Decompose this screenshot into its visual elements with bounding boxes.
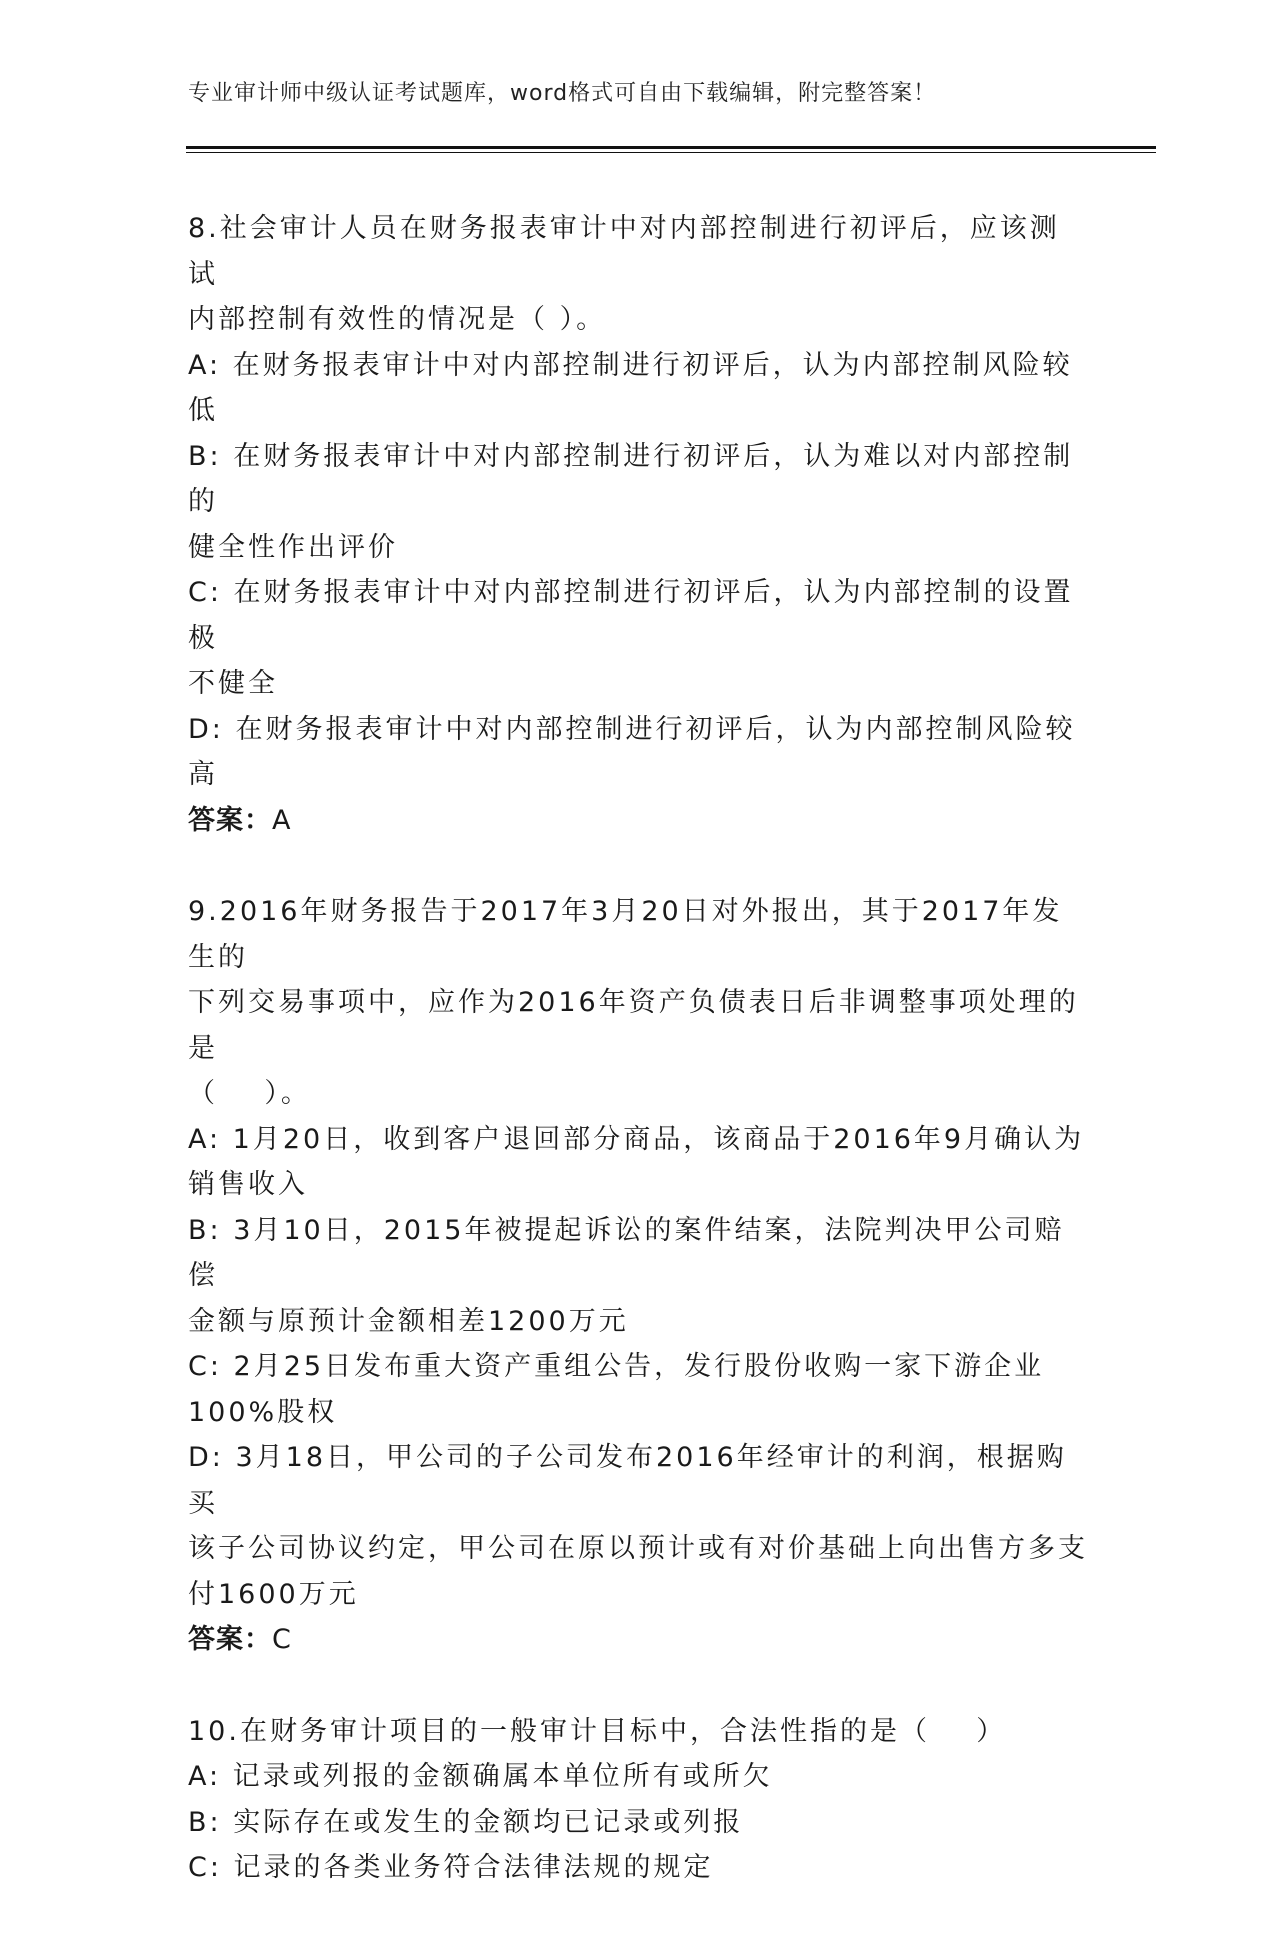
question-text-line: 10.在财务审计项目的一般审计目标中，合法性指的是（ ） xyxy=(188,1715,1007,1747)
header-rule-thick xyxy=(186,146,1156,149)
header-rule-thin xyxy=(186,152,1156,153)
option-a-continued: 销售收入 xyxy=(188,1169,308,1200)
answer-value: C xyxy=(272,1624,292,1655)
option-a: A: 1月20日，收到客户退回部分商品，该商品于2016年9月确认为 xyxy=(188,1123,1085,1155)
option-c: C: 记录的各类业务符合法律法规的规定 xyxy=(188,1852,714,1883)
option-c-continued: 不健全 xyxy=(188,668,278,699)
option-a: A: 记录或列报的金额确属本单位所有或所欠 xyxy=(188,1761,773,1792)
answer-value: A xyxy=(272,804,292,836)
option-d: D: 3月18日，甲公司的子公司发布2016年经审计的利润，根据购买 xyxy=(188,1442,1067,1519)
option-d: D: 在财务报表审计中对内部控制进行初评后，认为内部控制风险较高 xyxy=(188,713,1076,790)
option-d-continued: 该子公司协议约定，甲公司在原以预计或有对价基础上向出售方多支 xyxy=(188,1533,1088,1564)
option-b: B: 在财务报表审计中对内部控制进行初评后，认为难以对内部控制的 xyxy=(188,440,1074,517)
option-b: B: 3月10日，2015年被提起诉讼的案件结案，法院判决甲公司赔偿 xyxy=(188,1214,1065,1291)
option-b-continued: 健全性作出评价 xyxy=(188,531,398,563)
option-c: C: 在财务报表审计中对内部控制进行初评后，认为内部控制的设置极 xyxy=(188,577,1074,654)
question-text-line: 8.社会审计人员在财务报表审计中对内部控制进行初评后，应该测试 xyxy=(188,213,1060,290)
question-list xyxy=(188,206,1088,1937)
page-header: 专业审计师中级认证考试题库，word格式可自由下载编辑，附完整答案！ xyxy=(188,81,937,106)
option-b-continued: 金额与原预计金额相差1200万元 xyxy=(188,1305,629,1337)
answer-label: 答案： xyxy=(188,1624,272,1655)
option-b: B: 实际存在或发生的金额均已记录或列报 xyxy=(188,1806,744,1838)
answer xyxy=(188,1617,1088,1663)
question-text-line: 内部控制有效性的情况是（ ）。 xyxy=(188,304,607,335)
question-9 xyxy=(188,889,1088,1663)
question-text-line: 下列交易事项中，应作为2016年资产负债表日后非调整事项处理的是 xyxy=(188,987,1079,1064)
option-c-continued: 100%股权 xyxy=(188,1396,338,1428)
question-text-line: 9.2016年财务报告于2017年3月20日对外报出，其于2017年发生的 xyxy=(188,896,1063,973)
option-c: C: 2月25日发布重大资产重组公告，发行股份收购一家下游企业 xyxy=(188,1351,1045,1382)
answer xyxy=(188,798,1088,844)
option-d-continued: 付1600万元 xyxy=(188,1578,359,1610)
answer-label: 答案： xyxy=(188,804,272,836)
question-8 xyxy=(188,206,1088,843)
question-text-line: （ ）。 xyxy=(188,1078,311,1109)
option-a: A: 在财务报表审计中对内部控制进行初评后，认为内部控制风险较低 xyxy=(188,349,1073,426)
question-10 xyxy=(188,1709,1088,1891)
